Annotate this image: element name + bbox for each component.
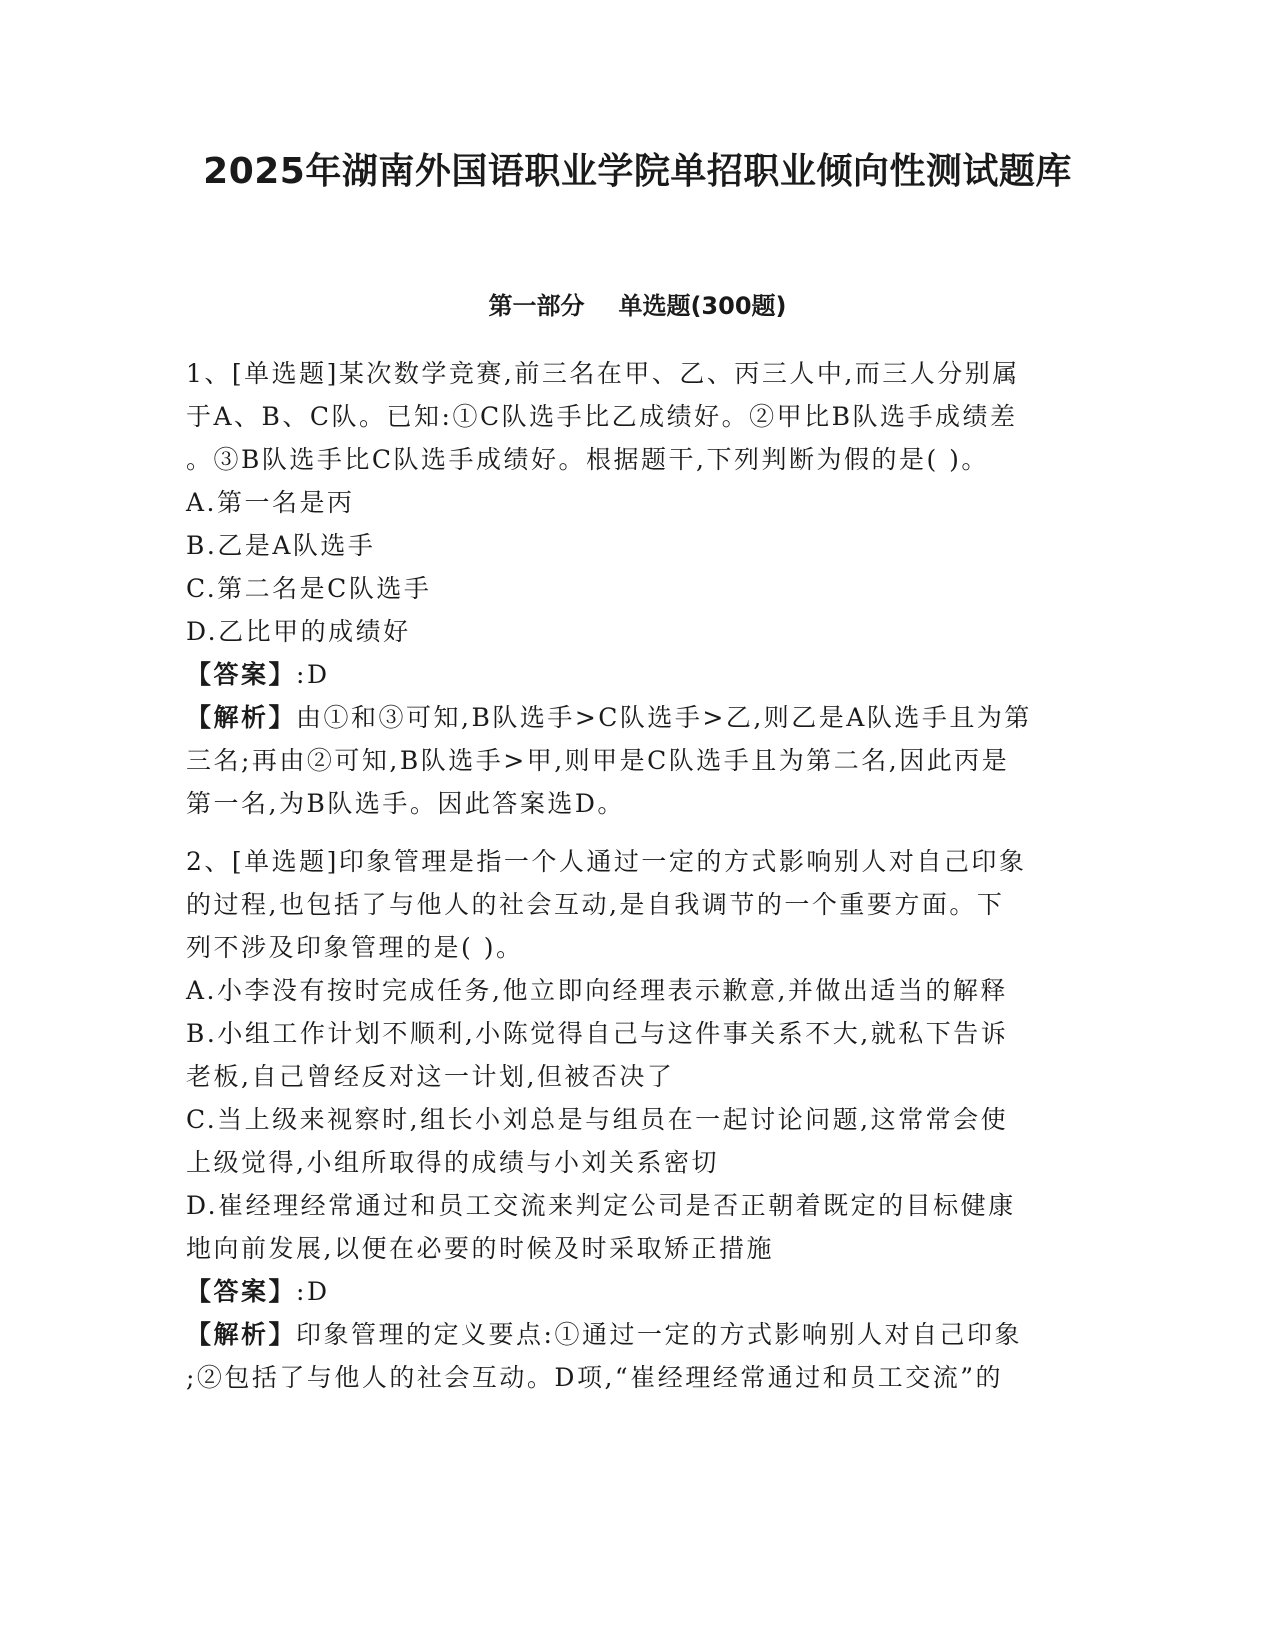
option-line: 老板,自己曾经反对这一计划,但被否决了 bbox=[186, 1062, 675, 1091]
option-line: C.当上级来视察时,组长小刘总是与组员在一起讨论问题,这常常会使 bbox=[186, 1105, 1009, 1134]
option-line: 上级觉得,小组所取得的成绩与小刘关系密切 bbox=[186, 1148, 719, 1177]
analysis-line: 由①和③可知,B队选手>C队选手>乙,则乙是A队选手且为第 bbox=[296, 703, 1032, 732]
answer-value: :D bbox=[296, 1277, 330, 1306]
analysis bbox=[186, 1313, 1081, 1399]
question-stem-line: 的过程,也包括了与他人的社会互动,是自我调节的一个重要方面。下 bbox=[186, 890, 1005, 919]
question-stem-line: 2、[单选题]印象管理是指一个人通过一定的方式影响别人对自己印象 bbox=[186, 847, 1027, 876]
option-b bbox=[186, 1012, 1081, 1098]
option-d bbox=[186, 610, 1081, 653]
section-name: 单选题(300题) bbox=[618, 292, 787, 320]
question-stem-line: 。③B队选手比C队选手成绩好。根据题干,下列判断为假的是( )。 bbox=[186, 445, 989, 474]
answer-value: :D bbox=[296, 660, 330, 689]
option-d bbox=[186, 1184, 1081, 1270]
option-line: B.乙是A队选手 bbox=[186, 531, 376, 560]
option-line: C.第二名是C队选手 bbox=[186, 574, 432, 603]
answer-label: 【答案】 bbox=[186, 1277, 297, 1306]
question-stem-line: 于A、B、C队。已知:①C队选手比乙成绩好。②甲比B队选手成绩差 bbox=[186, 402, 1018, 431]
analysis-line: 第一名,为B队选手。因此答案选D。 bbox=[186, 789, 625, 818]
question-stem bbox=[186, 840, 1081, 969]
analysis-label: 【解析】 bbox=[186, 1320, 297, 1349]
question-stem-line: 1、[单选题]某次数学竞赛,前三名在甲、乙、丙三人中,而三人分别属 bbox=[186, 359, 1020, 388]
option-line: D.乙比甲的成绩好 bbox=[186, 617, 411, 646]
question-stem-line: 列不涉及印象管理的是( )。 bbox=[186, 933, 524, 962]
section-heading bbox=[0, 292, 1275, 321]
answer bbox=[186, 653, 1081, 696]
option-a bbox=[186, 481, 1081, 524]
document-title: 2025年湖南外国语职业学院单招职业倾向性测试题库 bbox=[203, 151, 1072, 192]
option-a bbox=[186, 969, 1081, 1012]
option-line: D.崔经理经常通过和员工交流来判定公司是否正朝着既定的目标健康 bbox=[186, 1191, 1016, 1220]
question-stem bbox=[186, 352, 1081, 481]
analysis-line: 三名;再由②可知,B队选手>甲,则甲是C队选手且为第二名,因此丙是 bbox=[186, 746, 1010, 775]
option-line: B.小组工作计划不顺利,小陈觉得自己与这件事关系不大,就私下告诉 bbox=[186, 1019, 1009, 1048]
question-1 bbox=[186, 352, 1081, 825]
answer bbox=[186, 1270, 1081, 1313]
analysis-label: 【解析】 bbox=[186, 703, 297, 732]
section-label: 第一部分 bbox=[488, 292, 585, 320]
analysis-line: 印象管理的定义要点:①通过一定的方式影响别人对自己印象 bbox=[296, 1320, 1022, 1349]
analysis bbox=[186, 696, 1081, 825]
answer-label: 【答案】 bbox=[186, 660, 297, 689]
option-line: A.小李没有按时完成任务,他立即向经理表示歉意,并做出适当的解释 bbox=[186, 976, 1008, 1005]
option-c bbox=[186, 1098, 1081, 1184]
analysis-line: ;②包括了与他人的社会互动。D项,“崔经理经常通过和员工交流”的 bbox=[186, 1363, 1003, 1392]
question-2 bbox=[186, 840, 1081, 1399]
option-b bbox=[186, 524, 1081, 567]
option-line: 地向前发展,以便在必要的时候及时采取矫正措施 bbox=[186, 1234, 774, 1263]
option-c bbox=[186, 567, 1081, 610]
question-list bbox=[186, 352, 1081, 1414]
option-line: A.第一名是丙 bbox=[186, 488, 355, 517]
